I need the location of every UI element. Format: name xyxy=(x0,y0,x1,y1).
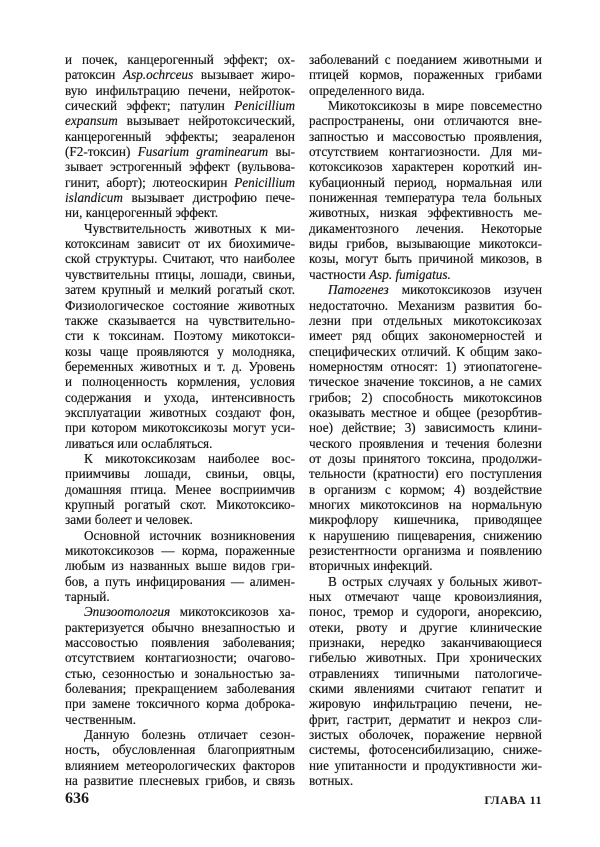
text-line: чувствительны птицы, лошади, свиньи, xyxy=(65,266,295,282)
text-line: expansum вызывает нейротоксический, xyxy=(65,113,295,129)
text-line: от дозы принятого токсина, продолжи- xyxy=(309,450,542,466)
text-line: при замене токсичного корма доброка- xyxy=(65,696,295,712)
text-line: котоксинам зависит от их биохимиче- xyxy=(65,236,295,252)
text-line: зывает эстрогенный эффект (вульвова- xyxy=(65,159,295,175)
text-line: резистентности организма и появлению xyxy=(309,543,542,558)
text-line: Данную болезнь отличает сезон- xyxy=(84,727,295,743)
italic-term: islandicum xyxy=(65,190,123,206)
text-line: влиянием метеорологических факторов xyxy=(65,757,295,773)
text-line: ность, обусловленная благоприятным xyxy=(65,742,295,758)
text-line: тельности (кратности) его поступления xyxy=(309,466,542,482)
text-line: котоксикозов характерен короткий ин- xyxy=(309,159,542,175)
text-line: вторичных инфекций. xyxy=(309,558,433,574)
text-line: ное) действие; 3) зависимость клини- xyxy=(309,420,542,436)
text-line: содержания и ухода, интенсивность xyxy=(65,389,295,405)
text-line: вую инфильтрацию печени, нейроток- xyxy=(65,82,295,98)
text-line: тарный. xyxy=(65,589,110,605)
paragraph xyxy=(65,221,295,451)
text-line: отсутствием контагиозности. Для ми- xyxy=(309,144,542,160)
text-line: многих микотоксинов на нормальную xyxy=(309,496,542,512)
text-line: В острых случаях у больных живот- xyxy=(328,573,542,589)
text-line: пониженная температура тела больных xyxy=(309,190,542,206)
paragraph xyxy=(65,451,295,528)
text-line: (F2-токсин) Fusarium graminearum вы- xyxy=(65,144,295,160)
text-line: затем крупный и мелкий рогатый скот. xyxy=(65,282,295,298)
text-line: козы, могут быть причиной микозов, в xyxy=(309,251,542,267)
italic-term: expansum xyxy=(65,113,118,129)
paragraph xyxy=(309,574,542,789)
text-line: Основной источник возникновения xyxy=(84,527,295,543)
text-line: козы чаще проявляются у молодняка, xyxy=(65,343,295,359)
text-line: птицей кормов, пораженных грибами xyxy=(309,67,542,83)
paragraph xyxy=(65,528,295,605)
text-line: в организм с кормом; 4) воздействие xyxy=(309,481,542,497)
text-line: Чувствительность животных к ми- xyxy=(84,220,295,236)
text-line: кубационный период, нормальная или xyxy=(309,174,542,190)
text-line: тическое значение токсинов, а не самих xyxy=(309,374,542,390)
text-line: при котором микотоксикозы могут уси- xyxy=(65,420,295,436)
italic-term: Asp. fumigatus. xyxy=(369,266,451,282)
paragraph xyxy=(309,282,542,574)
text-column-left xyxy=(65,52,295,789)
text-line: Патогенез микотоксикозов изучен xyxy=(328,282,542,298)
text-line: Эпизоотология микотоксикозов ха- xyxy=(84,604,295,620)
text-line: крупный рогатый скот. Микотоксико- xyxy=(65,496,295,512)
italic-term: Fusarium graminearum xyxy=(137,144,269,160)
text-line: и полноценность кормления, условия xyxy=(65,374,295,390)
text-line: Физиологическое состояние животных xyxy=(65,297,295,313)
italic-term: Asp.ochrceus xyxy=(123,67,194,83)
text-line: домашняя птица. Менее восприимчив xyxy=(65,481,295,497)
text-line: определенного вида. xyxy=(309,82,425,98)
text-line: ческого проявления и течения болезни xyxy=(309,435,542,451)
paragraph xyxy=(309,52,542,98)
text-line: эксплуатации животных создают фон, xyxy=(65,404,295,420)
text-line: бов, а путь инфицирования — алимен- xyxy=(65,573,295,589)
text-line: ской структуры. Считают, что наиболее xyxy=(65,251,295,267)
text-line: вотных. xyxy=(309,773,354,789)
text-line: к нарушению пищеварения, снижению xyxy=(309,527,542,543)
text-line: приимчивы лошади, свиньи, овцы, xyxy=(65,466,295,482)
text-line: распространены, они отличаются вне- xyxy=(309,113,542,129)
text-line: системы, фотосенсибилизацию, сниже- xyxy=(309,742,542,758)
italic-term: Эпизоотология xyxy=(84,604,171,620)
paragraph xyxy=(309,98,542,282)
text-line: ратоксин Asp.ochrceus вызывает жиро- xyxy=(65,67,295,83)
text-line: канцерогенный эффекты; зеараленон xyxy=(65,128,295,144)
text-line: специфических отличий. К общим зако- xyxy=(309,343,542,359)
text-line: любым из названных выше видов гри- xyxy=(65,558,295,574)
text-line: ние упитанности и продуктивности жи- xyxy=(309,757,542,773)
text-line: ных отмечают чаще кровоизлияния, xyxy=(309,589,542,605)
text-line: недостаточно. Механизм развития бо- xyxy=(309,297,542,313)
paragraph xyxy=(65,604,295,727)
text-line: ливаться или ослабляться. xyxy=(65,435,213,451)
text-line: зистых оболочек, поражение нервной xyxy=(309,727,542,743)
text-line: ни, канцерогенный эффект. xyxy=(65,205,219,221)
text-line: заболеваний с поеданием животными и xyxy=(309,52,542,67)
text-line: К микотоксикозам наиболее вос- xyxy=(84,450,295,466)
text-line: имеет ряд общих закономерностей и xyxy=(309,328,542,344)
italic-term: Penicillium xyxy=(234,98,295,114)
text-line: отравлениях типичными патологиче- xyxy=(309,665,542,681)
text-line: отсутствием контагиозности; очагово- xyxy=(65,650,295,666)
text-line: понос, тремор и судороги, анорексию, xyxy=(309,604,542,620)
italic-term: Penicillium xyxy=(234,174,295,190)
text-line: islandicum вызывает дистрофию пече- xyxy=(65,190,295,206)
text-line: чественным. xyxy=(65,711,137,727)
text-line: массовостью появления заболевания; xyxy=(65,635,295,651)
text-line: микрофлору кишечника, приводящее xyxy=(309,512,542,528)
text-line: номерностям относят: 1) этиопатогене- xyxy=(309,358,542,374)
text-line: Микотоксикозы в мире повсеместно xyxy=(328,98,542,114)
text-line: грибов; 2) способность микотоксинов xyxy=(309,389,542,405)
text-line: признаки, нередко заканчивающиеся xyxy=(309,635,542,651)
text-line: частности Asp. fumigatus. xyxy=(309,266,451,282)
text-line: виды грибов, вызывающие микотокси- xyxy=(309,236,542,252)
page-number: 636 xyxy=(65,790,89,807)
text-line: отеки, рвоту и другие клинические xyxy=(309,619,542,635)
text-line: стью, сезонностью и зональностью за- xyxy=(65,665,295,681)
running-head-chapter: ГЛАВА 11 xyxy=(484,793,542,807)
text-line: фрит, гастрит, дерматит и некроз сли- xyxy=(309,711,542,727)
text-line: скими явлениями считают гепатит и xyxy=(309,681,542,697)
text-line: и почек, канцерогенный эффект; ох- xyxy=(65,52,295,67)
paragraph xyxy=(65,727,295,788)
paragraph xyxy=(65,52,295,221)
text-line: на развитие плесневых грибов, и связь xyxy=(65,773,295,789)
italic-term: Патогенез xyxy=(328,282,389,298)
text-line: также сказывается на чувствительно- xyxy=(65,312,295,328)
text-line: дикаментозного лечения. Некоторые xyxy=(309,220,542,236)
text-line: беременных животных и т. д. Уровень xyxy=(65,358,295,374)
text-line: болевания; прекращением заболевания xyxy=(65,681,295,697)
text-line: запностью и массовостью проявления, xyxy=(309,128,542,144)
text-line: лезни при отдельных микотоксикозах xyxy=(309,312,542,328)
text-column-right xyxy=(309,52,542,789)
text-line: зами болеет и человек. xyxy=(65,512,193,528)
text-line: микотоксикозов — корма, пораженные xyxy=(65,543,295,558)
text-line: гинит, аборт); лютеоскирин Penicillium xyxy=(65,174,295,190)
text-line: сический эффект; патулин Penicillium xyxy=(65,98,295,114)
text-line: сти к токсинам. Поэтому микотокси- xyxy=(65,328,295,344)
text-line: животных, низкая эффективность ме- xyxy=(309,205,542,221)
text-line: рактеризуется обычно внезапностью и xyxy=(65,619,295,635)
text-line: оказывать местное и общее (резорбтив- xyxy=(309,404,542,420)
text-line: гибелью животных. При хронических xyxy=(309,650,542,666)
text-line: жировую инфильтрацию печени, не- xyxy=(309,696,542,712)
